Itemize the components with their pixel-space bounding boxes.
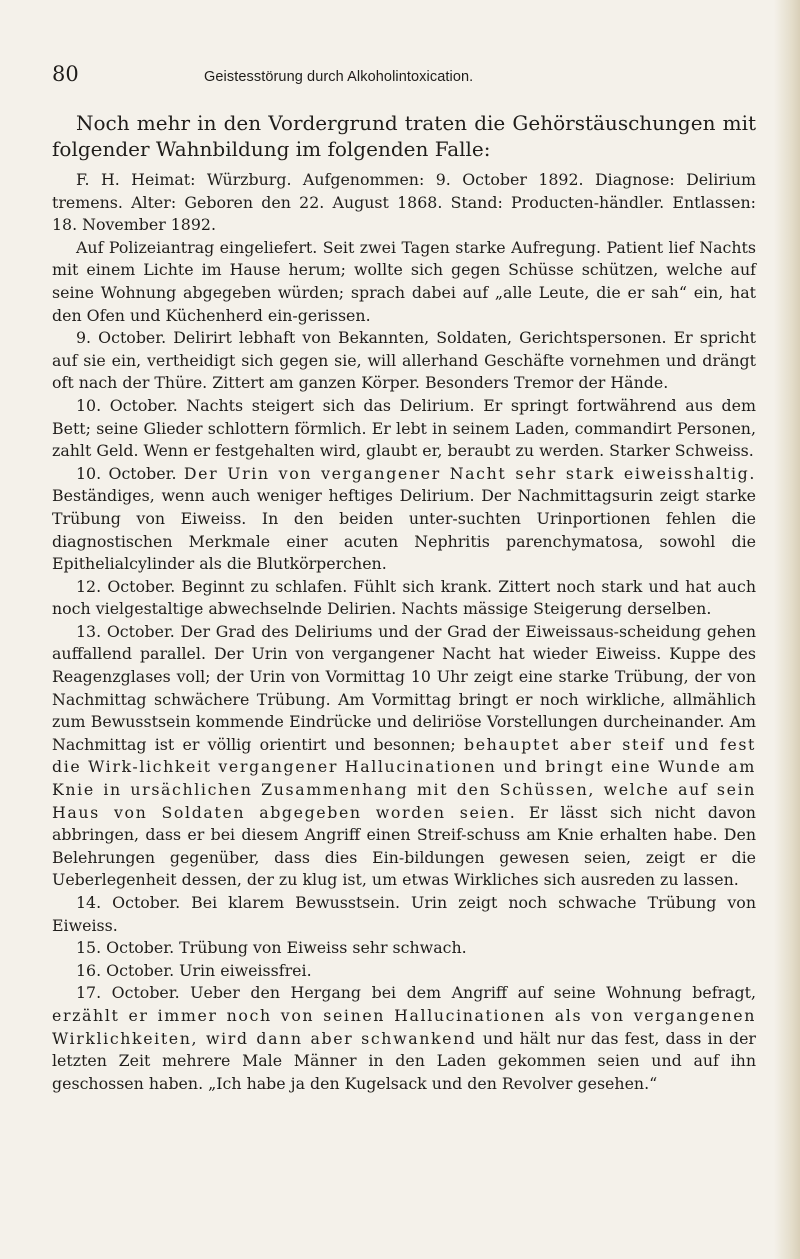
- entry-oct-15: 15. October. Trübung von Eiweiss sehr schwach.: [76, 938, 467, 958]
- entry-oct-10-night: 10. October. Nachts steigert sich das Delirium. Er springt fortwährend aus dem Bett; seine Glieder schlottern förmlich. Er lebt in seinem Laden, commandirt Personen, zahlt Geld. Wenn er festgehalten wird, glaubt er, beraubt zu werden. Starker Schweiss.: [52, 395, 756, 461]
- spaced-emphasis: Der Urin von vergangener Nacht sehr stark eiweisshaltig.: [183, 463, 756, 483]
- running-head: Geistesstörung durch Alkoholintoxication.: [204, 69, 474, 85]
- entry-oct-9: 9. October. Delirirt lebhaft von Bekannten, Soldaten, Gerichtspersonen. Er spricht auf sie ein, vertheidigt sich gegen sie, will allerhand Geschäfte vornehmen und drängt oft nach der Thüre. Zittert am ganzen Körper. Besonders Tremor der Hände.: [52, 328, 756, 393]
- entry-body: Er lässt sich nicht davon abbringen, dass er bei diesem Angriff einen Streif-schuss am Knie erhalten habe. Den Belehrungen gegenüber, dass dies Ein-bildungen gewesen seien, zeigt er die Ueberlegenheit dessen, der zu klug ist, um etwas Wirkliches sich ausreden zu lassen.: [52, 802, 756, 890]
- entry-oct-10-urine: [52, 463, 756, 576]
- entry-body: Beständiges, wenn auch weniger heftiges Delirium. Der Nachmittagsurin zeigt starke Trübung von Eiweiss. In den beiden unter-suchten Urinportionen fehlen die diagnostischen Merkmale einer acuten Nephritis parenchymatosa, sowohl die Epithelialcylinder als die Blutkörperchen.: [52, 486, 756, 574]
- entry-oct-17: [52, 982, 756, 1095]
- entry-oct-12: 12. October. Beginnt zu schlafen. Fühlt sich krank. Zittert noch stark und hat auch noch vielgestaltige abwechselnde Delirien. Nachts mässige Steigerung derselben.: [52, 576, 756, 619]
- intro-paragraph: Noch mehr in den Vordergrund traten die Gehörstäuschungen mit folgender Wahnbildung im folgenden Falle:: [52, 111, 756, 161]
- case-record: [52, 169, 756, 1095]
- page-header: [52, 62, 756, 86]
- entry-lead: 17. October. Ueber den Hergang bei dem Angriff auf seine Wohnung befragt,: [76, 983, 756, 1003]
- spaced-emphasis: erzählt er immer noch von seinen Hallucinationen als von vergangenen Wirklichkeiten, wird dann aber schwankend: [52, 1005, 756, 1048]
- entry-oct-13: [52, 621, 756, 892]
- entry-oct-16: 16. October. Urin eiweissfrei.: [76, 960, 312, 980]
- entry-lead: 13. October. Der Grad des Deliriums und der Grad der Eiweissaus-scheidung gehen auffallend parallel. Der Urin von vergangener Nacht hat wieder Eiweiss. Kuppe des Reagenzglases voll; der Urin von Vormittag 10 Uhr zeigt eine starke Trübung, der von Nachmittag schwächere Trübung. Am Vormittag bringt er noch wirkliche, allmählich zum Bewusstsein kommende Eindrücke und deliriöse Vorstellungen durcheinander. Am Nachmittag ist er völlig orientirt und besonnen;: [52, 621, 756, 754]
- entry-oct-14: 14. October. Bei klarem Bewusstsein. Urin zeigt noch schwache Trübung von Eiweiss.: [52, 893, 756, 935]
- entry-body: und hält nur das fest, dass in der letzten Zeit mehrere Male Männer in den Laden gekommen seien und auf ihn geschossen haben. „Ich habe ja den Kugelsack und den Revolver gesehen.“: [52, 1028, 756, 1093]
- admission-paragraph: Auf Polizeiantrag eingeliefert. Seit zwei Tagen starke Aufregung. Patient lief Nachts mit einem Lichte im Hause herum; wollte sich gegen Schüsse schützen, welche auf seine Wohnung abgegeben würden; sprach dabei auf „alle Leute, die er sah“ ein, hat den Ofen und Küchenherd ein-gerissen.: [52, 237, 756, 325]
- entry-lead: 10. October.: [76, 463, 177, 483]
- spaced-emphasis: behauptet aber steif und fest die Wirk-lichkeit vergangener Hallucinationen und bringt eine Wunde am Knie in ursächlichen Zusammenhang mit den Schüssen, welche auf sein Haus von Soldaten abgegeben worden seien.: [52, 734, 756, 822]
- page-number: 80: [52, 62, 79, 86]
- case-header-paragraph: F. H. Heimat: Würzburg. Aufgenommen: 9. October 1892. Diagnose: Delirium tremens. Alter: Geboren den 22. August 1868. Stand: Producten-händler. Entlassen: 18. November 1892.: [52, 170, 756, 235]
- page-edge-shadow: [774, 0, 800, 1259]
